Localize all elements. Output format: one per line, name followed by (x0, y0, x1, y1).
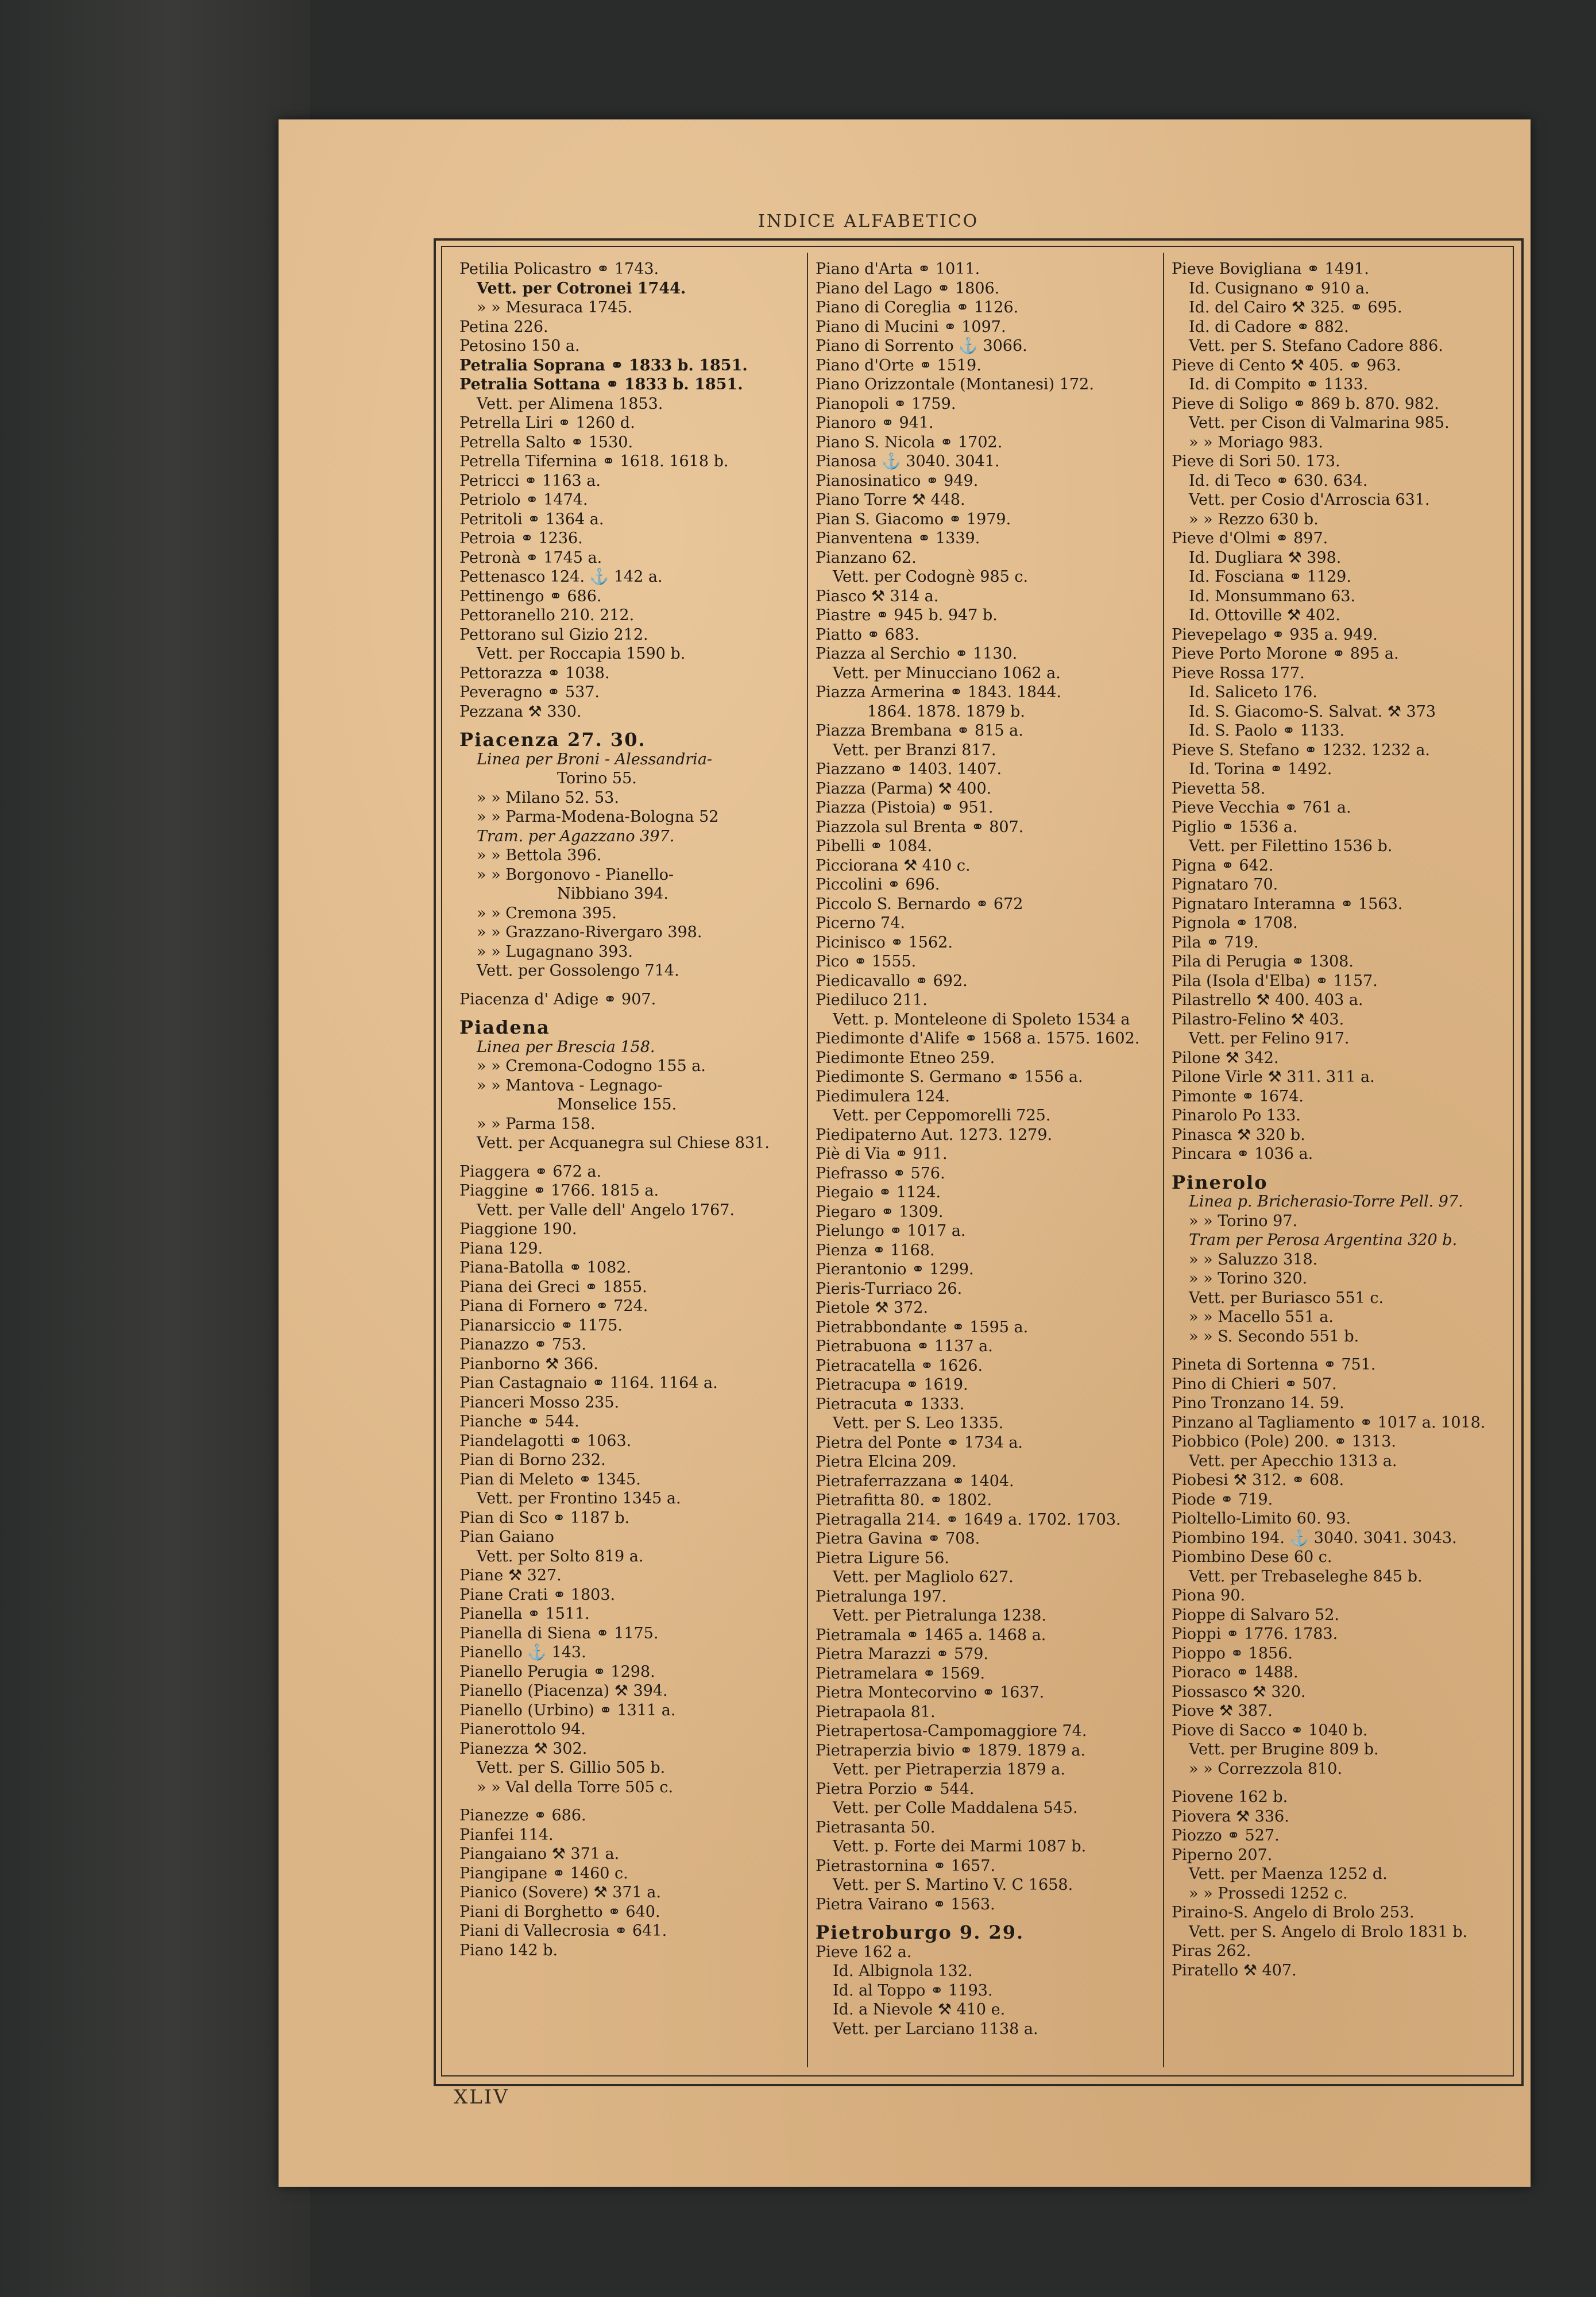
index-entry: Piandelagotti ⚭ 1063. (459, 1432, 632, 1450)
index-entry: Pian Castagnaio ⚭ 1164. 1164 a. (459, 1374, 718, 1392)
index-entry: Pianella di Siena ⚭ 1175. (459, 1624, 659, 1642)
index-entry: Piano d'Arta ⚭ 1011. (816, 260, 980, 278)
index-entry: Piona 90. (1172, 1587, 1246, 1604)
index-entry: Piazza Brembana ⚭ 815 a. (816, 722, 1023, 740)
index-entry: Pieve di Soligo ⚭ 869 b. 870. 982. (1172, 395, 1439, 413)
index-entry: Pioppi ⚭ 1776. 1783. (1172, 1625, 1338, 1643)
index-entry: Picciorana ⚒ 410 c. (816, 856, 971, 875)
index-entry: Piossasco ⚒ 320. (1172, 1683, 1306, 1701)
index-entry: Pieve Vecchia ⚭ 761 a. (1172, 799, 1351, 817)
index-entry: Pietracupa ⚭ 1619. (816, 1376, 968, 1394)
index-entry: Picerno 74. (816, 914, 905, 932)
index-entry: Pino Tronzano 14. 59. (1172, 1394, 1344, 1412)
index-entry: Pietrapertosa-Campomaggiore 74. (816, 1722, 1087, 1740)
index-entry: Pietrabbondante ⚭ 1595 a. (816, 1318, 1029, 1336)
index-entry: Pianello Perugia ⚭ 1298. (459, 1662, 655, 1681)
index-entry: Vett. per Magliolo 627. (833, 1568, 1014, 1586)
index-entry: Piacenza 27. 30. (459, 730, 646, 750)
index-entry: Pianello (Urbino) ⚭ 1311 a. (459, 1701, 676, 1719)
index-entry: Pinasca ⚒ 320 b. (1172, 1126, 1305, 1144)
index-entry: Id. Dugliara ⚒ 398. (1189, 548, 1342, 567)
index-entry: Pianella ⚭ 1511. (459, 1605, 590, 1623)
index-entry: Pian Gaiano (459, 1528, 554, 1546)
index-entry: Pettinengo ⚭ 686. (459, 587, 602, 605)
index-entry: Torino 55. (557, 769, 637, 787)
index-entry: Pianezza ⚒ 302. (459, 1739, 588, 1758)
index-entry: Vett. per S. Angelo di Brolo 1831 b. (1189, 1923, 1468, 1941)
index-entry: Vett. per Branzi 817. (833, 741, 996, 759)
index-entry: Pico ⚭ 1555. (816, 953, 917, 970)
index-entry: Piove di Sacco ⚭ 1040 b. (1172, 1721, 1368, 1739)
index-entry: Piazza Armerina ⚭ 1843. 1844. (816, 683, 1062, 701)
index-entry: Vett. per Cison di Valmarina 985. (1189, 414, 1450, 432)
index-entry: Piazzano ⚭ 1403. 1407. (816, 760, 1002, 778)
index-entry: » » Correzzola 810. (1189, 1760, 1343, 1778)
index-entry: Piediluco 211. (816, 991, 928, 1009)
column-divider (807, 253, 808, 2067)
index-entry: Pigna ⚭ 642. (1172, 856, 1274, 875)
index-entry: Piedipaterno Aut. 1273. 1279. (816, 1126, 1053, 1144)
index-entry: » » Bettola 396. (477, 846, 602, 864)
index-entry: Vett. per Felino 917. (1189, 1030, 1350, 1047)
index-entry: Petosino 150 a. (459, 337, 580, 355)
index-entry: Pianico (Sovere) ⚒ 371 a. (459, 1884, 661, 1901)
index-entry: Vett. per Ceppomorelli 725. (833, 1107, 1051, 1124)
index-entry: Petritoli ⚭ 1364 a. (459, 510, 604, 528)
index-entry: Piazzola sul Brenta ⚭ 807. (816, 818, 1024, 836)
index-entry: Piaggera ⚭ 672 a. (459, 1162, 602, 1181)
index-entry: Pettorazza ⚭ 1038. (459, 664, 610, 682)
index-entry: Piraino-S. Angelo di Brolo 253. (1172, 1904, 1415, 1921)
index-entry: Vett. per Frontino 1345 a. (477, 1490, 681, 1507)
index-entry: Linea per Broni - Alessandria- (477, 750, 713, 768)
index-entry: Linea p. Bricherasio-Torre Pell. 97. (1189, 1193, 1463, 1211)
index-entry: Pietrafitta 80. ⚭ 1802. (816, 1491, 992, 1509)
index-entry: Pianazzo ⚭ 753. (459, 1336, 586, 1354)
index-entry: Pignataro Interamna ⚭ 1563. (1172, 895, 1403, 913)
index-entry: Pieve 162 a. (816, 1943, 912, 1961)
index-entry: Petrella Liri ⚭ 1260 d. (459, 414, 635, 432)
index-entry: Vett. per S. Gillio 505 b. (477, 1759, 666, 1777)
index-entry: Pianello ⚓ 143. (459, 1644, 586, 1661)
index-entry: Id. al Toppo ⚭ 1193. (833, 1981, 993, 2000)
index-entry: Id. Torina ⚭ 1492. (1189, 760, 1332, 778)
index-entry: Vett. p. Forte dei Marmi 1087 b. (833, 1838, 1087, 1855)
index-column-3 (1172, 260, 1510, 2063)
index-entry: Petriolo ⚭ 1474. (459, 491, 588, 509)
index-entry: 1864. 1878. 1879 b. (867, 702, 1025, 721)
index-entry: Pian S. Giacomo ⚭ 1979. (816, 510, 1011, 528)
index-entry: Id. Ottoville ⚒ 402. (1189, 606, 1340, 624)
index-entry: Piano di Mucini ⚭ 1097. (816, 318, 1006, 336)
index-entry: Piegaro ⚭ 1309. (816, 1202, 944, 1221)
index-entry: Pincara ⚭ 1036 a. (1172, 1145, 1313, 1163)
index-entry: Vett. per Apecchio 1313 a. (1189, 1452, 1397, 1470)
index-entry: Pila di Perugia ⚭ 1308. (1172, 953, 1354, 970)
index-entry: Piombino 194. ⚓ 3040. 3041. 3043. (1172, 1529, 1457, 1547)
index-entry: Piano Orizzontale (Montanesi) 172. (816, 376, 1094, 393)
index-entry: Piedimonte Etneo 259. (816, 1049, 995, 1067)
index-entry: Pianezze ⚭ 686. (459, 1807, 586, 1824)
index-entry: » » Prossedi 1252 c. (1189, 1884, 1348, 1902)
index-entry: Piccolini ⚭ 696. (816, 876, 940, 894)
index-entry: Pianzano 62. (816, 548, 917, 567)
index-entry: Pieris-Turriaco 26. (816, 1279, 963, 1298)
index-entry: Piras 262. (1172, 1942, 1251, 1960)
index-entry: Id. del Cairo ⚒ 325. ⚭ 695. (1189, 299, 1402, 316)
index-entry: Pietraferrazzana ⚭ 1404. (816, 1472, 1014, 1490)
index-entry: Pian di Sco ⚭ 1187 b. (459, 1509, 630, 1527)
index-entry: Pietra Montecorvino ⚭ 1637. (816, 1684, 1045, 1702)
index-entry: Piazza (Pistoia) ⚭ 951. (816, 799, 994, 817)
index-entry: Pietole ⚒ 372. (816, 1299, 928, 1317)
index-entry: Pimonte ⚭ 1674. (1172, 1087, 1304, 1105)
index-entry: » » S. Secondo 551 b. (1189, 1327, 1359, 1345)
index-entry: » » Mesuraca 1745. (477, 299, 633, 316)
index-entry: Piedimulera 124. (816, 1087, 950, 1105)
index-entry: Pietragalla 214. ⚭ 1649 a. 1702. 1703. (816, 1510, 1121, 1529)
index-entry: Vett. per Valle dell' Angelo 1767. (477, 1201, 735, 1219)
index-entry: Pineta di Sortenna ⚭ 751. (1172, 1356, 1376, 1374)
index-entry: Piastre ⚭ 945 b. 947 b. (816, 606, 998, 624)
index-entry: Piano di Sorrento ⚓ 3066. (816, 337, 1027, 355)
index-entry: Pietracatella ⚭ 1626. (816, 1356, 983, 1375)
index-entry: Piana 129. (459, 1239, 543, 1258)
index-entry: Piombino Dese 60 c. (1172, 1548, 1332, 1566)
index-entry: Vett. per Larciano 1138 a. (833, 2020, 1038, 2038)
index-entry: » » Macello 551 a. (1189, 1308, 1334, 1326)
index-entry: Piove ⚒ 387. (1172, 1702, 1273, 1720)
index-entry: Petrella Salto ⚭ 1530. (459, 433, 633, 451)
index-entry: Pettorano sul Gizio 212. (459, 625, 648, 644)
index-entry: Piane Crati ⚭ 1803. (459, 1586, 616, 1604)
spacer (1172, 1164, 1510, 1173)
index-entry: Vett. per Trebaseleghe 845 b. (1189, 1567, 1423, 1586)
index-entry: Pietra del Ponte ⚭ 1734 a. (816, 1433, 1023, 1452)
index-entry: Pila (Isola d'Elba) ⚭ 1157. (1172, 972, 1378, 990)
spacer (1172, 1778, 1510, 1788)
index-entry: » » Saluzzo 318. (1189, 1250, 1318, 1269)
column-divider (1163, 253, 1164, 2067)
index-entry: » » Torino 97. (1189, 1212, 1298, 1230)
index-entry: Pieve S. Stefano ⚭ 1232. 1232 a. (1172, 741, 1430, 759)
index-entry: Picinisco ⚭ 1562. (816, 933, 953, 952)
index-entry: Pietrasanta 50. (816, 1818, 936, 1836)
index-entry: Piode ⚭ 719. (1172, 1490, 1273, 1509)
index-entry: Peveragno ⚭ 537. (459, 683, 600, 701)
index-entry: Pieve d'Olmi ⚭ 897. (1172, 529, 1328, 547)
index-entry: Pianello (Piacenza) ⚒ 394. (459, 1682, 668, 1700)
index-entry: Pianarsiccio ⚭ 1175. (459, 1316, 623, 1335)
index-entry: Id. S. Giacomo-S. Salvat. ⚒ 373 (1189, 702, 1436, 721)
index-entry: Id. Albignola 132. (833, 1962, 973, 1980)
index-entry: Tram. per Agazzano 397. (477, 827, 675, 845)
index-entry: Pioltello-Limito 60. 93. (1172, 1510, 1351, 1528)
index-entry: » » Cremona-Codogno 155 a. (477, 1057, 706, 1075)
spacer (459, 1153, 798, 1162)
index-entry: Pietrapaola 81. (816, 1703, 936, 1721)
index-entry: Piglio ⚭ 1536 a. (1172, 818, 1298, 836)
index-entry: Pian di Meleto ⚭ 1345. (459, 1470, 641, 1488)
index-entry: Vett. per Codognè 985 c. (833, 568, 1029, 586)
index-entry: Id. S. Paolo ⚭ 1133. (1189, 722, 1345, 740)
index-entry: Pilone ⚒ 342. (1172, 1049, 1279, 1067)
index-entry: Id. di Teco ⚭ 630. 634. (1189, 471, 1368, 490)
index-entry: Piegaio ⚭ 1124. (816, 1184, 941, 1201)
background-dark (0, 0, 310, 2297)
index-entry: Vett. per Filettino 1536 b. (1189, 837, 1393, 855)
index-entry: Piacenza d' Adige ⚭ 907. (459, 990, 656, 1008)
index-entry: Piana dei Greci ⚭ 1855. (459, 1278, 647, 1296)
index-entry: Pietrastornina ⚭ 1657. (816, 1857, 996, 1875)
index-entry: Piana-Batolla ⚭ 1082. (459, 1259, 632, 1277)
index-entry: Pianfei 114. (459, 1826, 554, 1844)
index-entry: Id. a Nievole ⚒ 410 e. (833, 2001, 1006, 2018)
index-entry: Pianceri Mosso 235. (459, 1393, 620, 1412)
index-entry: Pieve di Cento ⚒ 405. ⚭ 963. (1172, 356, 1401, 374)
index-entry: Vett. per Minucciano 1062 a. (833, 664, 1061, 682)
index-entry: Pievepelago ⚭ 935 a. 949. (1172, 625, 1378, 644)
page-header: INDICE ALFABETICO (758, 211, 979, 231)
index-entry: Vett. per Pietraperzia 1879 a. (833, 1761, 1065, 1778)
index-entry: Piana di Fornero ⚭ 724. (459, 1297, 648, 1315)
spacer (1172, 1346, 1510, 1355)
index-entry: Piedicavallo ⚭ 692. (816, 972, 968, 990)
page-number: XLIV (454, 2086, 509, 2109)
index-entry: Pianosa ⚓ 3040. 3041. (816, 453, 1000, 470)
index-entry: Piazza al Serchio ⚭ 1130. (816, 645, 1018, 663)
index-entry: Piatto ⚭ 683. (816, 625, 919, 644)
index-entry: Vett. per Pietralunga 1238. (833, 1607, 1046, 1625)
index-entry: Piazza (Parma) ⚒ 400. (816, 779, 992, 798)
index-entry: Pianosinatico ⚭ 949. (816, 471, 979, 490)
index-entry: Piratello ⚒ 407. (1172, 1961, 1297, 1979)
index-entry: Piano Torre ⚒ 448. (816, 491, 965, 509)
index-entry: Pianoro ⚭ 941. (816, 414, 934, 432)
index-entry: Pianopoli ⚭ 1759. (816, 395, 956, 413)
index-entry: Piedimonte d'Alife ⚭ 1568 a. 1575. 1602. (816, 1030, 1140, 1047)
index-column-2 (816, 260, 1160, 2063)
index-entry: » » Cremona 395. (477, 904, 617, 922)
index-entry: Pietralunga 197. (816, 1587, 947, 1606)
index-entry: Vett. per Cosio d'Arroscia 631. (1189, 491, 1430, 509)
index-entry: Id. Cusignano ⚭ 910 a. (1189, 279, 1370, 297)
index-entry: Piovera ⚒ 336. (1172, 1807, 1289, 1826)
index-entry: Pezzana ⚒ 330. (459, 702, 582, 721)
index-entry: Piobbico (Pole) 200. ⚭ 1313. (1172, 1433, 1397, 1451)
index-entry: Petralia Soprana ⚭ 1833 b. 1851. (459, 356, 748, 374)
spacer (816, 1914, 1160, 1923)
index-entry: Piano d'Orte ⚭ 1519. (816, 356, 981, 374)
index-entry: » » Torino 320. (1189, 1270, 1308, 1287)
index-entry: Petricci ⚭ 1163 a. (459, 471, 601, 490)
index-entry: Pettenasco 124. ⚓ 142 a. (459, 568, 663, 586)
index-entry: Petralia Sottana ⚭ 1833 b. 1851. (459, 376, 743, 393)
index-entry: Pianerottolo 94. (459, 1720, 586, 1738)
index-entry: Pian di Borno 232. (459, 1451, 606, 1469)
index-entry: Pilone Virle ⚒ 311. 311 a. (1172, 1068, 1375, 1086)
index-entry: Vett. per Alimena 1853. (477, 395, 663, 413)
index-entry: Pielungo ⚭ 1017 a. (816, 1222, 966, 1240)
index-entry: » » Val della Torre 505 c. (477, 1778, 674, 1796)
index-entry: Pietramala ⚭ 1465 a. 1468 a. (816, 1626, 1046, 1644)
index-entry: Piefrasso ⚭ 576. (816, 1164, 945, 1182)
index-entry: Pietrabuona ⚭ 1137 a. (816, 1337, 993, 1355)
spacer (459, 1797, 798, 1806)
index-entry: Pianche ⚭ 544. (459, 1413, 579, 1430)
spacer (459, 721, 798, 730)
index-entry: Pibelli ⚭ 1084. (816, 837, 933, 855)
index-entry: Id. Saliceto 176. (1189, 683, 1317, 701)
index-entry: Piaggine ⚭ 1766. 1815 a. (459, 1182, 659, 1200)
index-entry: Tram per Perosa Argentina 320 b. (1189, 1231, 1458, 1249)
index-entry: Pioppo ⚭ 1856. (1172, 1644, 1293, 1662)
index-column-1 (459, 260, 798, 2063)
spacer (459, 1009, 798, 1018)
index-entry: Piani di Vallecrosia ⚭ 641. (459, 1922, 667, 1940)
index-entry: Pinzano al Tagliamento ⚭ 1017 a. 1018. (1172, 1413, 1486, 1432)
index-entry: Pianventena ⚭ 1339. (816, 529, 980, 547)
index-entry: Pinerolo (1172, 1173, 1268, 1192)
index-entry: Id. di Compito ⚭ 1133. (1189, 376, 1369, 393)
index-entry: Pietra Vairano ⚭ 1563. (816, 1895, 995, 1913)
index-entry: Petina 226. (459, 318, 548, 336)
index-entry: » » Mantova - Legnago- (477, 1076, 663, 1095)
index-entry: Vett. per Solto 819 a. (477, 1547, 644, 1565)
index-entry: » » Parma 158. (477, 1115, 596, 1133)
index-entry: Nibbiano 394. (557, 885, 668, 903)
index-entry: Vett. per Cotronei 1744. (477, 279, 686, 297)
index-entry: Piano S. Nicola ⚭ 1702. (816, 433, 1003, 451)
index-entry: Pietroburgo 9. 29. (816, 1923, 1025, 1943)
index-entry: Piane ⚒ 327. (459, 1567, 562, 1584)
index-entry: Monselice 155. (557, 1096, 677, 1113)
index-entry: Piangaiano ⚒ 371 a. (459, 1845, 620, 1863)
index-entry: Pietraperzia bivio ⚭ 1879. 1879 a. (816, 1741, 1086, 1760)
index-entry: Pianborno ⚒ 366. (459, 1355, 598, 1373)
index-entry: Pietra Gavina ⚭ 708. (816, 1530, 980, 1548)
index-entry: Pieve Porto Morone ⚭ 895 a. (1172, 645, 1399, 663)
index-entry: Petroia ⚭ 1236. (459, 529, 583, 547)
index-entry: Pieve Rossa 177. (1172, 664, 1305, 682)
index-entry: Id. Monsummano 63. (1189, 587, 1356, 605)
index-entry: » » Borgonovo - Pianello- (477, 865, 674, 884)
index-entry: Piani di Borghetto ⚭ 640. (459, 1902, 660, 1921)
index-entry: Vett. per Gossolengo 714. (477, 962, 679, 980)
index-entry: Petilia Policastro ⚭ 1743. (459, 260, 659, 278)
index-entry: Piperno 207. (1172, 1846, 1273, 1864)
index-entry: Pignola ⚭ 1708. (1172, 914, 1298, 932)
index-entry: » » Parma-Modena-Bologna 52 (477, 808, 719, 826)
index-entry: Pietra Elcina 209. (816, 1453, 957, 1471)
index-entry: Vett. per Acquanegra sul Chiese 831. (477, 1134, 770, 1152)
index-entry: Pierantonio ⚭ 1299. (816, 1260, 974, 1278)
index-entry: Pioraco ⚭ 1488. (1172, 1664, 1299, 1681)
index-entry: Piobesi ⚒ 312. ⚭ 608. (1172, 1471, 1344, 1489)
index-entry: Piè di Via ⚭ 911. (816, 1145, 948, 1163)
index-entry: Pietra Porzio ⚭ 544. (816, 1780, 975, 1798)
index-entry: Piangipane ⚭ 1460 c. (459, 1864, 628, 1882)
index-entry: Piasco ⚒ 314 a. (816, 587, 939, 605)
index-entry: Petrella Tifernina ⚭ 1618. 1618 b. (459, 453, 729, 470)
index-entry: Vett. per S. Martino V. C 1658. (833, 1876, 1073, 1894)
index-entry: Pilastro-Felino ⚒ 403. (1172, 1010, 1344, 1028)
index-entry: Pilastrello ⚒ 400. 403 a. (1172, 991, 1363, 1009)
index-entry: Piccolo S. Bernardo ⚭ 672 (816, 895, 1023, 913)
index-entry: Pienza ⚭ 1168. (816, 1241, 935, 1259)
index-entry: Piozzo ⚭ 527. (1172, 1827, 1280, 1844)
index-entry: Id. Fosciana ⚭ 1129. (1189, 568, 1351, 586)
index-entry: Pieve di Sori 50. 173. (1172, 453, 1340, 470)
index-entry: Petronà ⚭ 1745 a. (459, 548, 602, 567)
index-entry: » » Milano 52. 53. (477, 788, 619, 807)
index-entry: Pinarolo Po 133. (1172, 1107, 1301, 1124)
index-entry: Pietramelara ⚭ 1569. (816, 1664, 986, 1683)
index-entry: » » Moriago 983. (1189, 433, 1323, 451)
index-entry: Vett. p. Monteleone di Spoleto 1534 a (833, 1010, 1130, 1028)
index-entry: Piano 142 b. (459, 1941, 558, 1959)
index-entry: Pino di Chieri ⚭ 507. (1172, 1375, 1337, 1393)
index-entry: Piano di Coreglia ⚭ 1126. (816, 299, 1019, 316)
index-entry: Vett. per S. Stefano Cadore 886. (1189, 337, 1443, 355)
index-entry: Piadena (459, 1018, 550, 1038)
index-entry: » » Lugagnano 393. (477, 942, 633, 961)
index-entry: Pietracuta ⚭ 1333. (816, 1395, 965, 1413)
index-entry: Pioppe di Salvaro 52. (1172, 1606, 1339, 1624)
index-entry: » » Grazzano-Rivergaro 398. (477, 923, 702, 941)
index-entry: Linea per Brescia 158. (477, 1038, 655, 1056)
index-entry: Vett. per Maenza 1252 d. (1189, 1865, 1388, 1883)
index-entry: Vett. per Buriasco 551 c. (1189, 1289, 1384, 1307)
index-entry: Piaggione 190. (459, 1220, 577, 1238)
index-entry: Vett. per S. Leo 1335. (833, 1414, 1004, 1432)
index-entry: Pila ⚭ 719. (1172, 933, 1259, 952)
index-entry: Id. di Cadore ⚭ 882. (1189, 318, 1349, 336)
index-entry: Vett. per Brugine 809 b. (1189, 1741, 1379, 1758)
index-entry: Pignataro 70. (1172, 876, 1278, 894)
index-entry: Pettoranello 210. 212. (459, 606, 635, 624)
index-entry: Pievetta 58. (1172, 779, 1266, 798)
index-entry: Pieve Bovigliana ⚭ 1491. (1172, 260, 1369, 278)
index-entry: Pietra Ligure 56. (816, 1549, 949, 1567)
index-entry: » » Rezzo 630 b. (1189, 510, 1319, 528)
index-entry: Vett. per Colle Maddalena 545. (833, 1799, 1078, 1817)
spacer (459, 981, 798, 990)
index-entry: Piedimonte S. Germano ⚭ 1556 a. (816, 1068, 1083, 1086)
index-entry: Piano del Lago ⚭ 1806. (816, 279, 1000, 297)
index-entry: Vett. per Roccapia 1590 b. (477, 645, 686, 663)
index-entry: Piovene 162 b. (1172, 1788, 1288, 1806)
index-entry: Pietra Marazzi ⚭ 579. (816, 1645, 988, 1663)
